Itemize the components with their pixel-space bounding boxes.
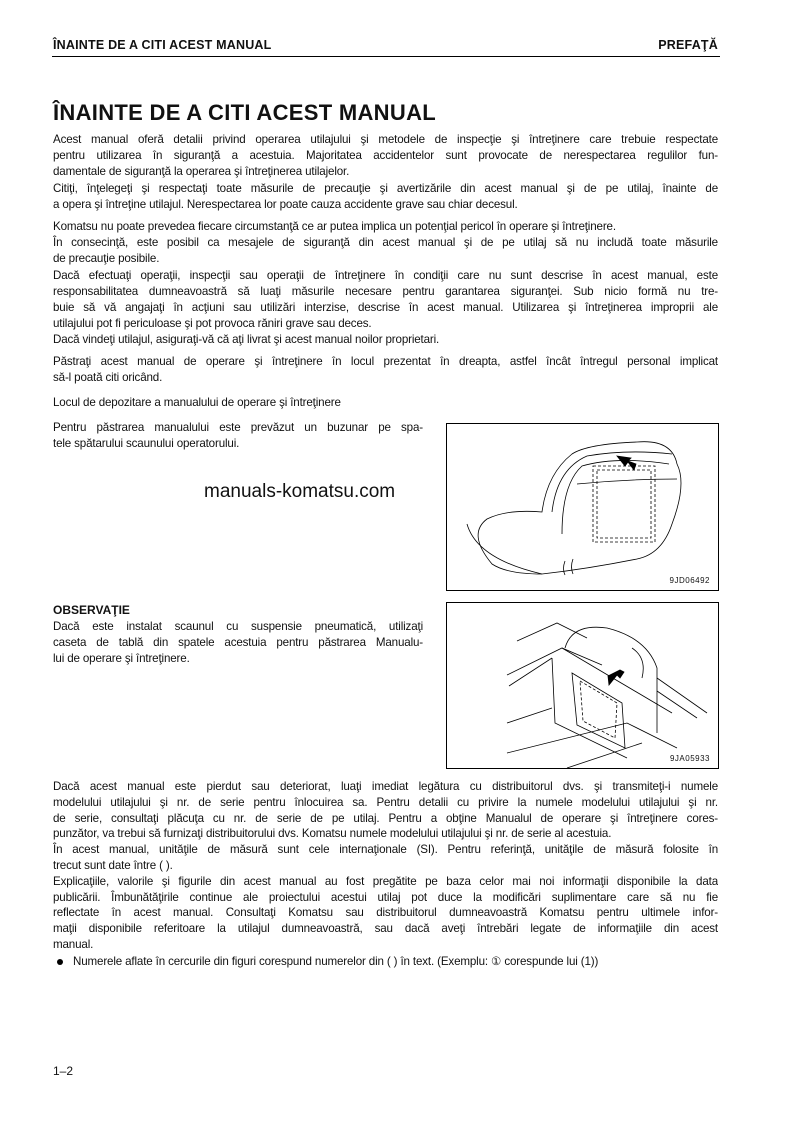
seat-illustration: [447, 424, 718, 590]
text-line: trecut sunt date între ( ).: [53, 859, 173, 872]
text-line: În acest manual, unităţile de măsură sunt cele internaţionale (SI). Pentru referinţă, unităţile de măsură folosite în: [53, 843, 718, 857]
text-line: Locul de depozitare a manualului de operare şi întreţinere: [53, 396, 341, 409]
text-line: manual.: [53, 938, 94, 951]
figure-code: 9JA05933: [669, 754, 710, 763]
text-line: publicării. Îmbunătăţirile continue ale proiectului acestui utilaj pot duce la modificări suplimentare care să nu fie: [53, 890, 718, 904]
air-seat-illustration: [447, 603, 718, 768]
text-line: reflectate în acest manual. Consultaţi Komatsu sau distribuitorul dumneavoastră Komatsu pentru ultimele infor-: [53, 906, 718, 920]
text-line: Komatsu nu poate prevedea fiecare circumstanţă ce ar putea implica un potenţial pericol în operare şi întreţinere.: [53, 220, 616, 233]
text-line: modelului utilajului şi nr. de serie pentru înlocuirea sa. Pentru detalii cu privire la numele modelului utilajului şi nr.: [53, 795, 718, 809]
text-line: Dacă vindeţi utilajul, asiguraţi-vă că aţi livrat şi acest manual noilor proprietari.: [53, 333, 440, 347]
header-section-title: ÎNAINTE DE A CITI ACEST MANUAL: [53, 38, 272, 52]
watermark: manuals-komatsu.com: [204, 481, 396, 502]
figure-seat-pocket: [446, 423, 719, 591]
text-line: de precauţie posibile.: [53, 252, 160, 266]
header-divider: [52, 56, 720, 57]
text-line: a opera şi întreţine utilajul. Nerespectarea lor poate cauza accidente grave sau chiar decesul.: [53, 197, 518, 211]
text-line: Dacă este instalat scaunul cu suspensie pneumatică, utilizaţi: [53, 620, 423, 633]
text-line: Explicaţiile, valorile şi figurile din acest manual au fost pregătite pe baza celor mai noi informaţii disponibile la data: [53, 874, 718, 888]
text-line: responsabilitatea dumneavoastră să luaţi măsurile necesare pentru garantarea siguranţei. Sub nicio formă nu tre-: [53, 284, 718, 298]
text-line: Acest manual oferă detalii privind operarea utilajului şi metodele de inspecţie şi întreţinere care trebuie respectate: [53, 133, 718, 146]
page-title: ÎNAINTE DE A CITI ACEST MANUAL: [53, 100, 436, 125]
text-line: Pentru păstrarea manualului este prevăzut un buzunar pe spa-: [53, 421, 423, 434]
header-chapter-title: PREFAŢĂ: [658, 38, 718, 52]
text-line: de serie, consultaţi plăcuţa cu nr. de serie de pe utilaj. Pentru a obţine Manualul de operare şi întreţinere cores-: [53, 811, 718, 825]
text-line: punzător, va trebui să furnizaţi distribuitorului dvs. Komatsu numele modelului utilajului şi nr. de serie al acestuia.: [53, 827, 612, 841]
text-line: Păstraţi acest manual de operare şi întreţinere în locul prezentat în dreapta, astfel încât întregul personal implicat: [53, 355, 718, 368]
text-line: Dacă acest manual este pierdut sau deteriorat, luaţi imediat legătura cu distribuitorul dvs. şi transmiteţi-i numele: [53, 780, 718, 793]
text-line: caseta de tablă din spatele acestuia pentru păstrarea Manualu-: [53, 636, 423, 649]
text-line: lui de operare şi întreţinere.: [53, 652, 190, 665]
note-label: OBSERVAŢIE: [53, 603, 130, 617]
text-line: tele spătarului scaunului operatorului.: [53, 437, 240, 450]
text-line: Citiţi, înţelegeţi şi respectaţi toate măsurile de precauţie şi avertizările din acest manual şi de pe utilaj, înainte de: [53, 181, 718, 195]
bullet-text: Numerele aflate în cercurile din figuri corespund numerelor din ( ) în text. (Exemplu: ① corespunde lui (1)): [73, 955, 599, 968]
figure-air-seat-case: [446, 602, 719, 769]
text-line: utilajului pot fi periculoase şi pot provoca răniri grave sau deces.: [53, 317, 372, 331]
bullet-icon: [57, 959, 63, 965]
text-line: maţii disponibile referitoare la utilajul dumneavoastră, sau dacă aveţi întrebări legate de informaţiile din acest: [53, 922, 718, 936]
figure-code: 9JD06492: [669, 576, 710, 585]
text-line: Dacă efectuaţi operaţii, inspecţii sau operaţii de întreţinere în condiţii care nu sunt descrise în acest manual, este: [53, 268, 718, 282]
text-line: să-l poată citi oricând.: [53, 371, 163, 385]
page-number: 1–2: [53, 1064, 74, 1078]
text-line: În consecinţă, este posibil ca mesajele de siguranţă din acest manual şi de pe utilaj să nu includă toate măsurile: [53, 236, 718, 250]
text-line: buie să vă angajaţi în acţiuni sau utilizări interzise, descrise în acest manual. Utilizarea şi întreţinerea improprii ale: [53, 301, 718, 314]
text-line: pentru utilizarea în siguranţă a acestuia. Majoritatea accidentelor sunt provocate de nerespectarea regulilor fun-: [53, 149, 718, 163]
text-line: damentale de siguranţă la operarea şi întreţinerea utilajelor.: [53, 165, 350, 179]
